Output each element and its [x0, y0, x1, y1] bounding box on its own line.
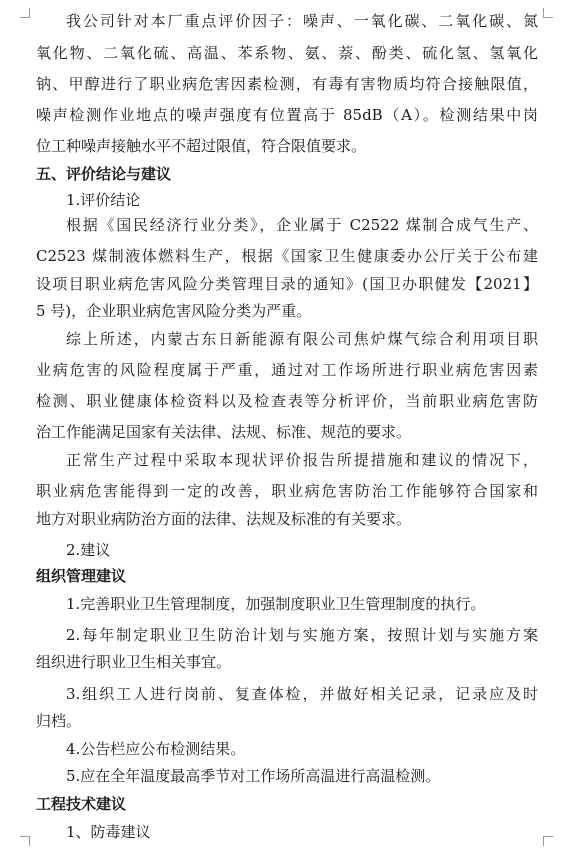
paragraph-line: 检测、职业健康体检资料以及检查表等分析评价，当前职业病危害防 — [36, 392, 538, 410]
section-heading: 组织管理建议 — [36, 567, 127, 585]
paragraph-line: 业病危害的风险程度属于严重，通过对工作场所进行职业病危害因素 — [36, 361, 538, 379]
subsection-heading: 2.建议 — [66, 541, 111, 559]
margin-corner-mark — [20, 8, 30, 18]
section-heading: 工程技术建议 — [36, 795, 127, 813]
subsection-heading: 1、防毒建议 — [66, 823, 151, 841]
margin-corner-mark — [543, 836, 553, 846]
paragraph-line: 综上所述，内蒙古东日新能源有限公司焦炉煤气综合利用项目职 — [66, 330, 538, 348]
list-item: 2.每年制定职业卫生防治计划与实施方案，按照计划与实施方案 — [66, 626, 538, 644]
paragraph-line: 设项目职业病危害风险分类管理目录的通知》(国卫办职健发【2021】 — [36, 275, 538, 293]
paragraph-line: 职业病危害能得到一定的改善，职业病危害防治工作能够符合国家和 — [36, 482, 538, 500]
margin-corner-mark — [543, 8, 553, 18]
section-heading: 五、评价结论与建议 — [36, 165, 172, 183]
paragraph-line: 根据《国民经济行业分类》，企业属于 C2522 煤制合成气生产、 — [66, 216, 538, 234]
margin-corner-mark — [20, 836, 30, 846]
paragraph-line: 噪声检测作业地点的噪声强度有位置高于 85dB（A）。检测结果中岗 — [36, 106, 538, 124]
subsection-heading: 1.评价结论 — [66, 191, 141, 209]
paragraph-line: C2523 煤制液体燃料生产，根据《国家卫生健康委办公厅关于公布建 — [36, 247, 538, 265]
paragraph-line: 5 号)，企业职业病危害风险分类为严重。 — [36, 302, 312, 320]
paragraph-line: 钠、甲醇进行了职业病危害因素检测，有毒有害物质均符合接触限值， — [36, 75, 538, 93]
list-item: 4.公告栏应公布检测结果。 — [66, 740, 246, 758]
list-item: 3.组织工人进行岗前、复查体检，并做好相关记录，记录应及时 — [66, 685, 538, 703]
paragraph-line: 位工种噪声接触水平不超过限值，符合限值要求。 — [36, 137, 367, 155]
paragraph-line: 地方对职业病防治方面的法律、法规及标准的有关要求。 — [36, 510, 412, 528]
list-item: 归档。 — [36, 712, 82, 730]
list-item: 5.应在全年温度最高季节对工作场所高温进行高温检测。 — [66, 767, 441, 785]
list-item: 组织进行职业卫生相关事宜。 — [36, 653, 232, 671]
list-item: 1.完善职业卫生管理制度，加强制度职业卫生管理制度的执行。 — [66, 595, 486, 613]
paragraph-line: 治工作能满足国家有关法律、法规、标准、规范的要求。 — [36, 423, 412, 441]
paragraph-line: 正常生产过程中采取本现状评价报告所提措施和建议的情况下， — [66, 451, 538, 469]
paragraph-line: 我公司针对本厂重点评价因子：噪声、一氧化碳、二氧化碳、氮 — [66, 12, 538, 30]
paragraph-line: 氧化物、二氧化硫、高温、苯系物、氨、萘、酚类、硫化氢、氢氧化 — [36, 44, 538, 62]
